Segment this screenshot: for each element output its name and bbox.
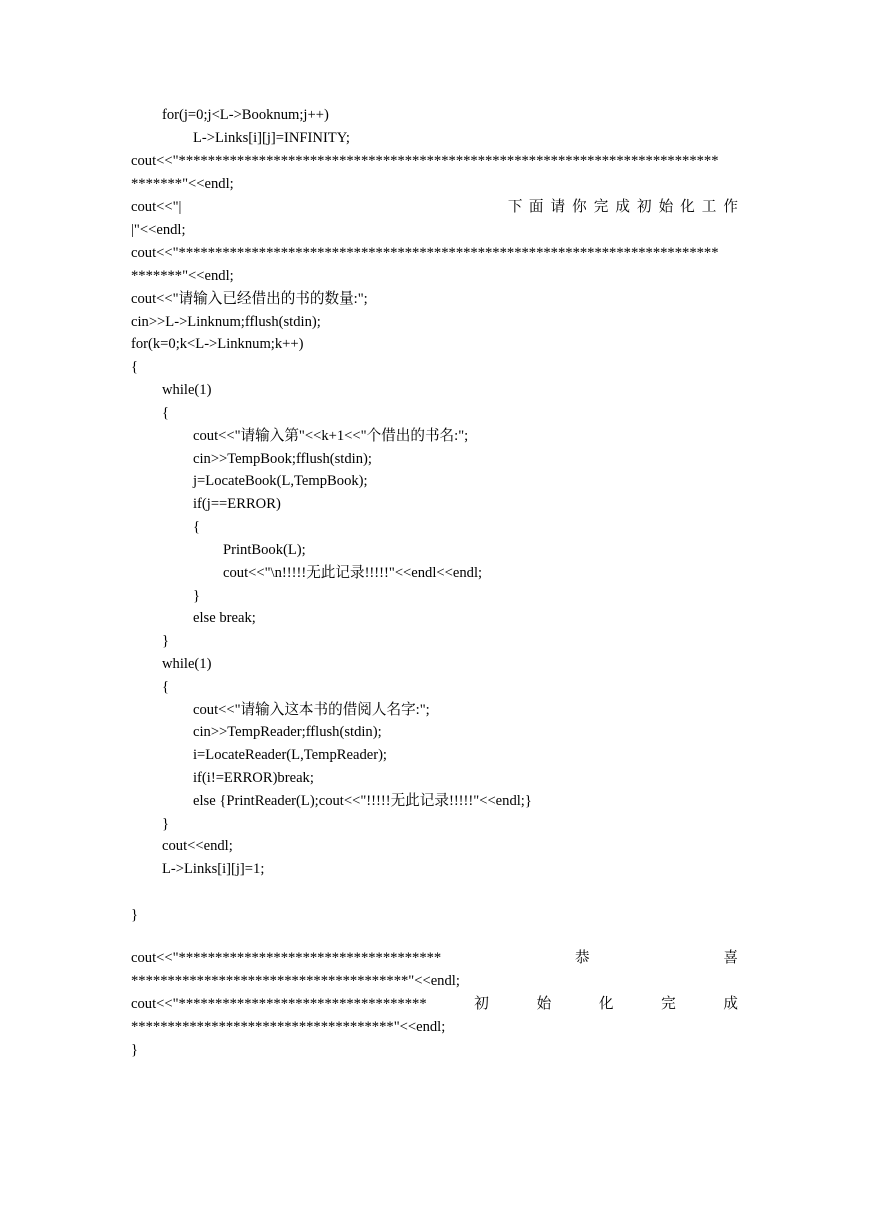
code-line: while(1) [162, 382, 212, 398]
code-line: cin>>TempBook;fflush(stdin); [193, 451, 372, 467]
code-line: if(i!=ERROR)break; [193, 770, 314, 786]
code-line: else break; [193, 610, 256, 626]
code-line: j=LocateBook(L,TempBook); [193, 473, 368, 489]
code-line: cout<<"请输入这本书的借阅人名字:"; [193, 702, 430, 718]
code-fragment: cout<<"********************************** [131, 996, 427, 1012]
code-fragment: 始 [536, 996, 552, 1012]
code-line: } [162, 816, 170, 832]
code-fragment: 成 [615, 199, 630, 215]
code-line: PrintBook(L); [223, 542, 306, 558]
code-line: |"<<endl; [131, 222, 186, 238]
code-line: { [131, 359, 139, 375]
code-line: *******"<<endl; [131, 268, 234, 284]
code-line-justified [131, 993, 738, 1015]
code-fragment: 恭 [575, 950, 590, 966]
code-line: cin>>L->Linknum;fflush(stdin); [131, 314, 321, 330]
code-fragment: 下 [507, 199, 523, 215]
code-fragment: 初 [474, 996, 489, 1012]
code-fragment: 工 [701, 199, 717, 215]
code-line: ************************************"<<endl; [131, 1019, 446, 1035]
code-fragment: 面 [528, 199, 544, 215]
code-line: } [162, 633, 170, 649]
code-fragment: 请 [550, 199, 566, 215]
code-line: L->Links[i][j]=INFINITY; [193, 130, 350, 146]
code-line: cout<<endl; [162, 838, 233, 854]
code-line: cout<<"请输入已经借出的书的数量:"; [131, 291, 368, 307]
code-fragment: cout<<"************************************ [131, 950, 442, 966]
code-line: L->Links[i][j]=1; [162, 861, 265, 877]
code-fragment: 化 [680, 199, 695, 215]
code-fragment: 你 [572, 199, 587, 215]
code-fragment: 作 [723, 199, 738, 215]
code-line-justified [131, 196, 738, 218]
code-fragment: cout<<"| [131, 199, 182, 215]
code-line-justified [131, 947, 738, 969]
code-line: { [162, 679, 170, 695]
code-fragment: 喜 [723, 950, 738, 966]
code-fragment: 完 [593, 199, 609, 215]
code-fragment: 化 [598, 996, 614, 1012]
code-line: cout<<"\n!!!!!无此记录!!!!!"<<endl<<endl; [223, 565, 483, 581]
code-line: cout<<"************************************************************************** [131, 153, 719, 169]
code-line: cin>>TempReader;fflush(stdin); [193, 724, 382, 740]
code-line: cout<<"************************************************************************** [131, 245, 719, 261]
code-line: while(1) [162, 656, 212, 672]
code-fragment: 成 [723, 996, 738, 1012]
code-line: *******"<<endl; [131, 176, 234, 192]
code-line: } [131, 1042, 139, 1058]
code-line: } [193, 588, 201, 604]
code-fragment: 始 [658, 199, 674, 215]
code-line: **************************************"<<endl; [131, 973, 460, 989]
code-line: cout<<"请输入第"<<k+1<<"个借出的书名:"; [193, 428, 469, 444]
code-line: } [131, 907, 139, 923]
code-fragment: 初 [636, 199, 652, 215]
code-line: for(k=0;k<L->Linknum;k++) [131, 336, 304, 352]
code-line: { [193, 519, 201, 535]
code-line: { [162, 405, 170, 421]
code-line: if(j==ERROR) [193, 496, 281, 512]
code-line: i=LocateReader(L,TempReader); [193, 747, 387, 763]
code-line: for(j=0;j<L->Booknum;j++) [162, 107, 329, 123]
code-line: else {PrintReader(L);cout<<"!!!!!无此记录!!!!!"<<endl;} [193, 793, 532, 809]
code-fragment: 完 [661, 996, 676, 1012]
